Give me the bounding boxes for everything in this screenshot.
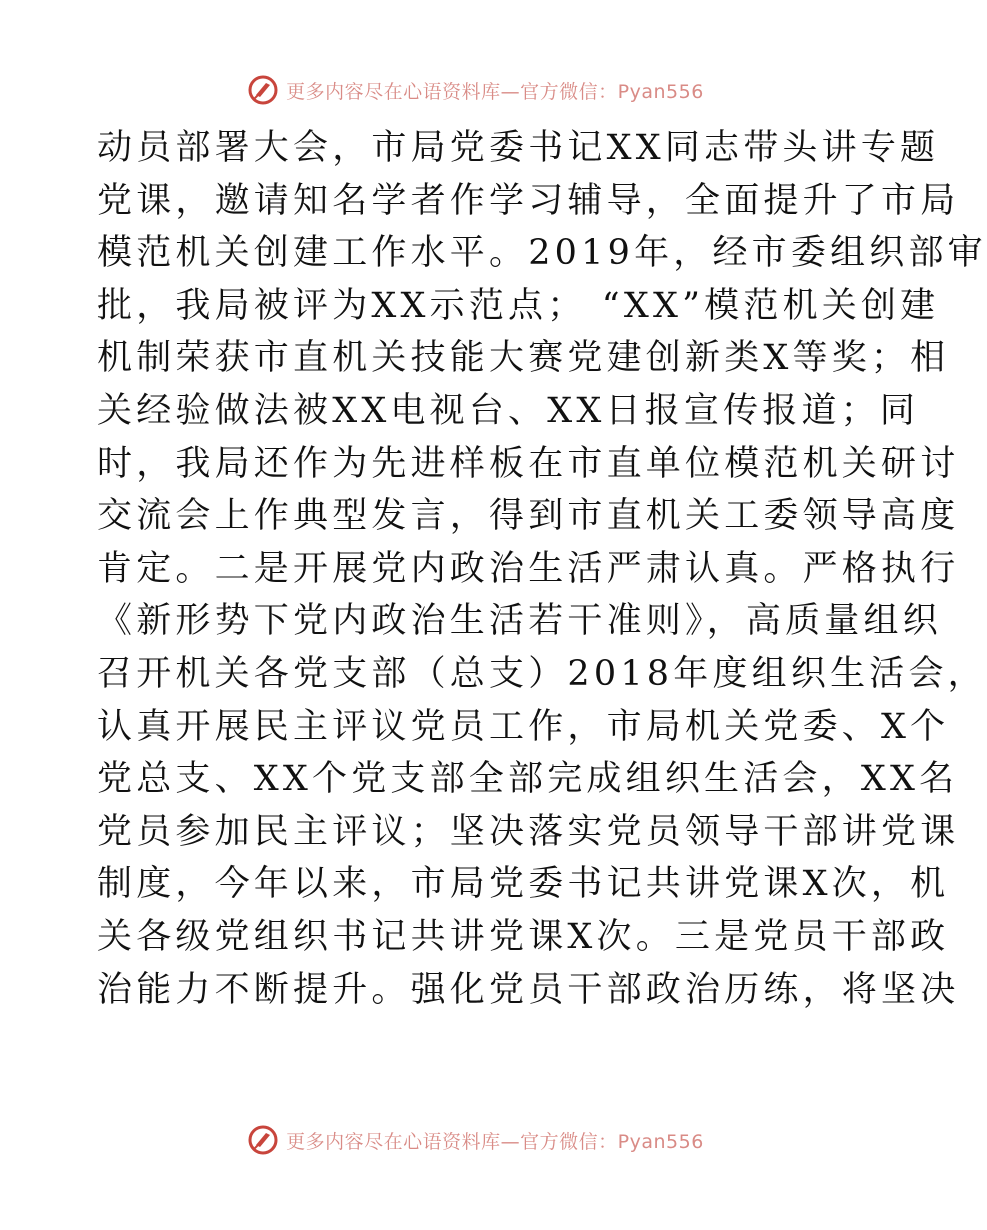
footer-watermark — [0, 1120, 950, 1160]
footer-watermark-text: 更多内容尽在心语资料库—官方微信：Pyan556 — [286, 1130, 704, 1153]
text-line: 关各级党组织书记共讲党课X次。三是党员干部政 — [97, 916, 950, 957]
text-line: 《新形势下党内政治生活若干准则》，高质量组织 — [97, 601, 942, 642]
text-line: 召开机关各党支部（总支）2018年度组织生活会， — [97, 653, 987, 694]
text-line: 动员部署大会，市局党委书记XX同志带头讲专题 — [97, 128, 940, 168]
quill-logo-icon — [246, 73, 280, 107]
quill-logo-icon — [246, 1123, 280, 1157]
text-line: 时，我局还作为先进样板在市直单位模范机关研讨 — [97, 443, 960, 484]
text-line: 肯定。二是开展党内政治生活严肃认真。严格执行 — [97, 548, 960, 589]
text-line: 认真开展民主评议党员工作，市局机关党委、X个 — [97, 706, 950, 747]
header-watermark-text: 更多内容尽在心语资料库—官方微信：Pyan556 — [286, 80, 704, 103]
text-line: 模范机关创建工作水平。2019年，经市委组织部审 — [97, 233, 987, 274]
text-line: 机制荣获市直机关技能大赛党建创新类X等奖；相 — [97, 338, 950, 379]
text-line: 关经验做法被XX电视台、XX日报宣传报道；同 — [97, 390, 920, 431]
text-line: 制度，今年以来，市局党委书记共讲党课X次，机 — [97, 864, 950, 905]
text-line: 党总支、XX个党支部全部完成组织生活会，XX名 — [97, 759, 959, 800]
text-line: 交流会上作典型发言，得到市直机关工委领导高度 — [97, 496, 960, 537]
text-line: 治能力不断提升。强化党员干部政治历练，将坚决 — [97, 969, 960, 1010]
text-line: 批，我局被评为XX示范点； “XX”模范机关创建 — [97, 285, 940, 326]
header-watermark — [0, 70, 950, 110]
text-line: 党员参加民主评议；坚决落实党员领导干部讲党课 — [97, 811, 960, 852]
text-line: 党课，邀请知名学者作学习辅导，全面提升了市局 — [97, 180, 960, 221]
body-text — [97, 122, 987, 1016]
